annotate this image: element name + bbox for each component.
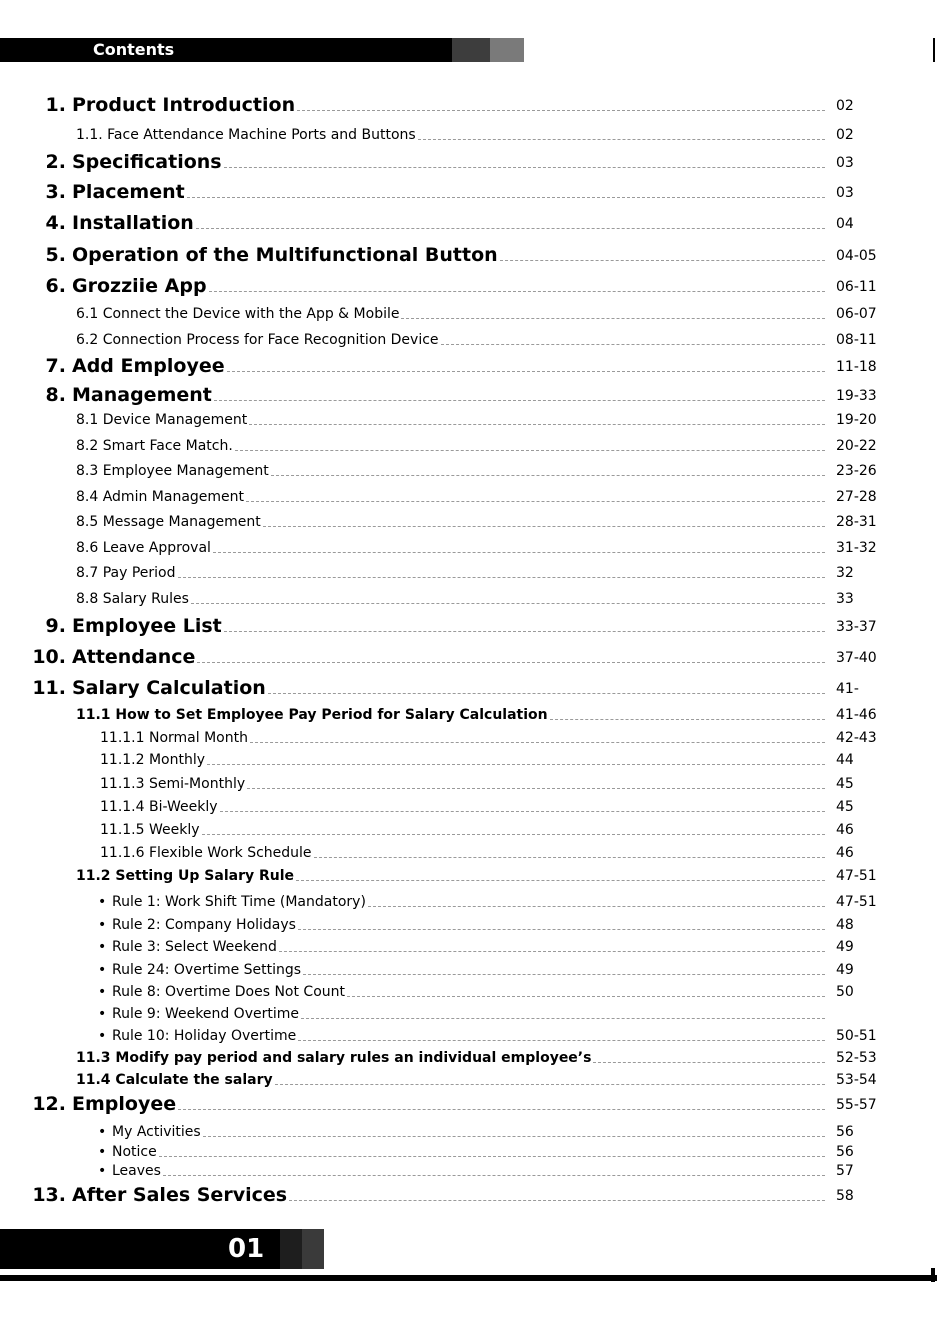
toc-entry[interactable] [0, 332, 937, 354]
toc-entry-title: Leaves [112, 1163, 161, 1179]
toc-entry-title: Employee List [72, 615, 222, 637]
toc-entry-title: 11.1.1 Normal Month [100, 730, 248, 746]
toc-entry-title: Specifications [72, 151, 222, 173]
toc-entry[interactable] [0, 939, 937, 961]
toc-entry[interactable] [0, 1072, 937, 1094]
toc-entry-page: 19-33 [836, 388, 877, 404]
footer-rule [0, 1275, 937, 1281]
dot-leader [368, 906, 825, 907]
toc-entry-page: 06-07 [836, 306, 877, 322]
header-accent-gray [490, 38, 524, 62]
dot-leader [213, 552, 825, 553]
dot-leader [235, 450, 825, 451]
toc-entry-title: 8.6 Leave Approval [76, 540, 211, 556]
toc-entry-title: Rule 3: Select Weekend [112, 939, 277, 955]
toc-entry-title: 8.8 Salary Rules [76, 591, 189, 607]
toc-entry-title: 1.1. Face Attendance Machine Ports and Buttons [76, 127, 416, 143]
toc-entry-page: 37-40 [836, 650, 877, 666]
toc-entry[interactable] [0, 845, 937, 867]
dot-leader [347, 996, 825, 997]
dot-leader [197, 662, 825, 663]
toc-entry-page: 06-11 [836, 279, 877, 295]
toc-entry-page: 52-53 [836, 1050, 877, 1066]
toc-entry[interactable] [0, 412, 937, 434]
toc-entry[interactable] [0, 540, 937, 562]
toc-entry-page: 20-22 [836, 438, 877, 454]
toc-entry[interactable] [0, 730, 937, 752]
dot-leader [196, 228, 825, 229]
bullet-icon: • [98, 894, 107, 910]
toc-entry-page: 46 [836, 845, 854, 861]
dot-leader [163, 1175, 825, 1176]
bullet-icon: • [98, 1028, 107, 1044]
dot-leader [593, 1062, 825, 1063]
toc-entry[interactable] [0, 127, 937, 149]
toc-entry-number: 10. [32, 646, 66, 668]
dot-leader [250, 742, 825, 743]
dot-leader [209, 291, 825, 292]
toc-entry-page: 56 [836, 1144, 854, 1160]
toc-entry-number: 8. [45, 384, 66, 406]
toc-entry-title: Attendance [72, 646, 196, 668]
toc-entry[interactable] [0, 514, 937, 536]
toc-entry-title: Salary Calculation [72, 677, 266, 699]
toc-entry-number: 11. [32, 677, 66, 699]
toc-entry[interactable] [0, 822, 937, 844]
toc-entry-title: Employee [72, 1093, 177, 1115]
dot-leader [191, 603, 825, 604]
toc-entry-page: 04 [836, 216, 854, 232]
toc-entry-page: 32 [836, 565, 854, 581]
toc-entry-page: 41-46 [836, 707, 877, 723]
toc-entry-title: 8.1 Device Management [76, 412, 248, 428]
toc-entry-title: After Sales Services [72, 1184, 288, 1206]
toc-entry-page: 46 [836, 822, 854, 838]
toc-entry-page: 50-51 [836, 1028, 877, 1044]
toc-entry-title: 8.5 Message Management [76, 514, 261, 530]
bullet-icon: • [98, 962, 107, 978]
toc-entry[interactable] [0, 355, 937, 381]
toc-entry-title: Add Employee [72, 355, 225, 377]
bullet-icon: • [98, 1163, 107, 1179]
dot-leader [224, 631, 825, 632]
toc-entry-title: Placement [72, 181, 185, 203]
toc-entry-title: 11.1 How to Set Employee Pay Period for Salary Calculation [76, 707, 548, 723]
toc-entry[interactable] [0, 646, 937, 672]
toc-entry-page: 23-26 [836, 463, 877, 479]
toc-entry-number: 4. [45, 212, 66, 234]
toc-entry-title: 8.2 Smart Face Match. [76, 438, 233, 454]
toc-entry[interactable] [0, 615, 937, 641]
dot-leader [159, 1156, 825, 1157]
dot-leader [289, 1200, 825, 1201]
toc-entry-page: 47-51 [836, 894, 877, 910]
toc-entry-title: Operation of the Multifunctional Button [72, 244, 498, 266]
dot-leader [401, 318, 825, 319]
toc-entry-title: Management [72, 384, 212, 406]
toc-entry-title: 6.1 Connect the Device with the App & Mobile [76, 306, 400, 322]
toc-entry[interactable] [0, 565, 937, 587]
toc-entry[interactable] [0, 984, 937, 1006]
dot-leader [418, 139, 825, 140]
toc-entry[interactable] [0, 384, 937, 410]
toc-entry-page: 49 [836, 939, 854, 955]
dot-leader [314, 857, 825, 858]
toc-entry[interactable] [0, 962, 937, 984]
toc-entry[interactable] [0, 275, 937, 301]
dot-leader [296, 880, 825, 881]
toc-entry-title: 11.1.3 Semi-Monthly [100, 776, 246, 792]
dot-leader [227, 371, 825, 372]
toc-entry-title: 8.4 Admin Management [76, 489, 245, 505]
dot-leader [301, 1018, 825, 1019]
toc-entry[interactable] [0, 1006, 937, 1028]
toc-entry-number: 6. [45, 275, 66, 297]
toc-entry-title: Grozziie App [72, 275, 207, 297]
toc-entry-page: 27-28 [836, 489, 877, 505]
toc-entry-number: 12. [32, 1093, 66, 1115]
toc-entry-title: 8.7 Pay Period [76, 565, 176, 581]
toc-entry[interactable] [0, 181, 937, 207]
dot-leader [298, 1040, 825, 1041]
toc-entry-page: 28-31 [836, 514, 877, 530]
toc-entry[interactable] [0, 707, 937, 729]
toc-entry[interactable] [0, 306, 937, 328]
dot-leader [279, 951, 825, 952]
dot-leader [187, 197, 825, 198]
toc-entry[interactable] [0, 1124, 937, 1146]
toc-entry-page: 08-11 [836, 332, 877, 348]
toc-entry[interactable] [0, 1163, 937, 1185]
dot-leader [203, 1136, 825, 1137]
toc-entry[interactable] [0, 463, 937, 485]
toc-entry-number: 3. [45, 181, 66, 203]
dot-leader [441, 344, 825, 345]
header-bar [0, 38, 452, 62]
toc-entry-page: 02 [836, 98, 854, 114]
toc-entry-title: 11.2 Setting Up Salary Rule [76, 868, 295, 884]
toc-entry[interactable] [0, 677, 937, 703]
toc-entry[interactable] [0, 752, 937, 774]
toc-entry-title: Product Introduction [72, 94, 296, 116]
toc-entry[interactable] [0, 489, 937, 511]
toc-entry[interactable] [0, 1093, 937, 1119]
toc-entry-title: 11.4 Calculate the salary [76, 1072, 273, 1088]
toc-entry-number: 5. [45, 244, 66, 266]
dot-leader [220, 811, 825, 812]
dot-leader [178, 1109, 825, 1110]
dot-leader [178, 577, 825, 578]
toc-entry-page: 04-05 [836, 248, 877, 264]
dot-leader [298, 929, 825, 930]
toc-entry[interactable] [0, 438, 937, 460]
dot-leader [214, 400, 825, 401]
toc-entry[interactable] [0, 1184, 937, 1210]
toc-entry-page: 55-57 [836, 1097, 877, 1113]
toc-entry[interactable] [0, 917, 937, 939]
toc-entry-title: 8.3 Employee Management [76, 463, 269, 479]
dot-leader [224, 167, 825, 168]
toc-entry[interactable] [0, 868, 937, 890]
toc-entry-title: Notice [112, 1144, 157, 1160]
dot-leader [297, 110, 825, 111]
toc-entry-title: 11.3 Modify pay period and salary rules an individual employee’s [76, 1050, 592, 1066]
toc-entry-title: Rule 9: Weekend Overtime [112, 1006, 299, 1022]
toc-entry-page: 50 [836, 984, 854, 1000]
bullet-icon: • [98, 917, 107, 933]
toc-entry-title: Rule 1: Work Shift Time (Mandatory) [112, 894, 366, 910]
toc-entry-number: 1. [45, 94, 66, 116]
dot-leader [247, 788, 825, 789]
toc-entry-page: 58 [836, 1188, 854, 1204]
toc-entry-page: 57 [836, 1163, 854, 1179]
dot-leader [202, 834, 825, 835]
toc-entry-page: 02 [836, 127, 854, 143]
toc-entry-title: My Activities [112, 1124, 201, 1140]
toc-entry-number: 13. [32, 1184, 66, 1206]
header-accent-dark [452, 38, 490, 62]
toc-entry-title: Rule 2: Company Holidays [112, 917, 296, 933]
footer-mark [931, 1268, 935, 1282]
toc-entry-title: 11.1.6 Flexible Work Schedule [100, 845, 312, 861]
toc-entry-page: 03 [836, 155, 854, 171]
toc-entry-title: Rule 10: Holiday Overtime [112, 1028, 297, 1044]
toc-entry-title: Installation [72, 212, 194, 234]
bullet-icon: • [98, 939, 107, 955]
toc-entry-page: 03 [836, 185, 854, 201]
bullet-icon: • [98, 1124, 107, 1140]
dot-leader [268, 693, 825, 694]
toc-entry-page: 33-37 [836, 619, 877, 635]
toc-entry-number: 2. [45, 151, 66, 173]
toc-entry[interactable] [0, 799, 937, 821]
toc-entry-number: 9. [45, 615, 66, 637]
toc-entry-page: 47-51 [836, 868, 877, 884]
bullet-icon: • [98, 1006, 107, 1022]
toc-entry-page: 41- [836, 681, 859, 697]
dot-leader [500, 260, 825, 261]
dot-leader [207, 764, 825, 765]
toc-entry[interactable] [0, 244, 937, 270]
toc-entry-number: 7. [45, 355, 66, 377]
toc-entry-page: 56 [836, 1124, 854, 1140]
toc-entry[interactable] [0, 94, 937, 120]
dot-leader [246, 501, 825, 502]
toc-entry[interactable] [0, 776, 937, 798]
toc-entry-title: Rule 24: Overtime Settings [112, 962, 302, 978]
toc-entry-page: 19-20 [836, 412, 877, 428]
footer-accent-dark [280, 1229, 302, 1269]
toc-entry-page: 48 [836, 917, 854, 933]
dot-leader [271, 475, 825, 476]
dot-leader [263, 526, 825, 527]
bullet-icon: • [98, 1144, 107, 1160]
footer-accent-gray [302, 1229, 324, 1269]
dot-leader [550, 719, 825, 720]
corner-mark [933, 38, 935, 62]
toc-entry-title: 11.1.4 Bi-Weekly [100, 799, 218, 815]
toc-entry-page: 11-18 [836, 359, 877, 375]
page-title: Contents [93, 40, 175, 59]
page-number: 01 [228, 1234, 265, 1264]
toc-entry[interactable] [0, 212, 937, 238]
toc-entry-page: 42-43 [836, 730, 877, 746]
toc-entry-page: 49 [836, 962, 854, 978]
toc-entry-title: 11.1.2 Monthly [100, 752, 206, 768]
bullet-icon: • [98, 984, 107, 1000]
toc-entry-page: 33 [836, 591, 854, 607]
dot-leader [303, 974, 825, 975]
toc-entry-title: 11.1.5 Weekly [100, 822, 200, 838]
toc-entry-page: 45 [836, 799, 854, 815]
toc-entry[interactable] [0, 591, 937, 613]
toc-entry[interactable] [0, 894, 937, 916]
toc-entry[interactable] [0, 1050, 937, 1072]
toc-entry-title: Rule 8: Overtime Does Not Count [112, 984, 346, 1000]
toc-entry-page: 44 [836, 752, 854, 768]
toc-entry-page: 45 [836, 776, 854, 792]
dot-leader [249, 424, 825, 425]
toc-entry-page: 31-32 [836, 540, 877, 556]
toc-entry-title: 6.2 Connection Process for Face Recognition Device [76, 332, 439, 348]
toc-entry-page: 53-54 [836, 1072, 877, 1088]
dot-leader [275, 1084, 825, 1085]
toc-entry[interactable] [0, 1028, 937, 1050]
toc-entry[interactable] [0, 151, 937, 177]
